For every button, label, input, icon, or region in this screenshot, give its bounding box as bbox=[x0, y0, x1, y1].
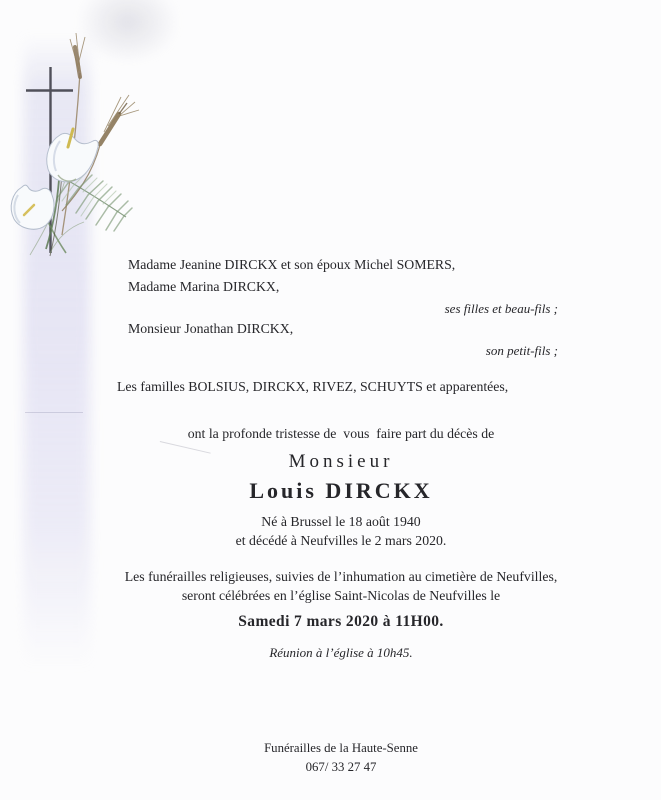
birth-line: Né à Brussel le 18 août 1940 bbox=[261, 514, 421, 529]
deceased-name: Louis DIRCKX bbox=[249, 478, 433, 503]
meeting-line: Réunion à l’église à 10h45. bbox=[269, 645, 413, 660]
announcement-intro: ont la profonde tristesse de vous faire part du décès de bbox=[187, 426, 495, 441]
relative-line-2: Madame Marina DIRCKX, bbox=[128, 279, 280, 294]
families-line: Les familles BOLSIUS, DIRCKX, RIVEZ, SCHUYTS et apparentées, bbox=[117, 379, 509, 394]
relative-line-1: Madame Jeanine DIRCKX et son époux Michel SOMERS, bbox=[128, 257, 456, 272]
relation-daughters: ses filles et beau-fils ; bbox=[444, 301, 558, 316]
deceased-title: Monsieur bbox=[288, 451, 394, 472]
relation-grandson: son petit-fils ; bbox=[485, 343, 558, 358]
ceremony-line-2: seront célébrées en l’église Saint-Nicolas de Neufvilles le bbox=[181, 588, 501, 603]
scan-artifact-line bbox=[25, 412, 83, 413]
ceremony-line-1: Les funérailles religieuses, suivies de l’inhumation au cimetière de Neufvilles, bbox=[124, 569, 558, 584]
cross-lilies-artwork bbox=[0, 25, 170, 260]
funeral-home-name: Funérailles de la Haute-Senne bbox=[264, 741, 418, 755]
funeral-home-phone: 067/ 33 27 47 bbox=[305, 760, 377, 774]
death-line: et décédé à Neufvilles le 2 mars 2020. bbox=[235, 533, 447, 548]
ceremony-datetime: Samedi 7 mars 2020 à 11H00. bbox=[238, 613, 444, 630]
relative-line-3: Monsieur Jonathan DIRCKX, bbox=[128, 321, 294, 336]
